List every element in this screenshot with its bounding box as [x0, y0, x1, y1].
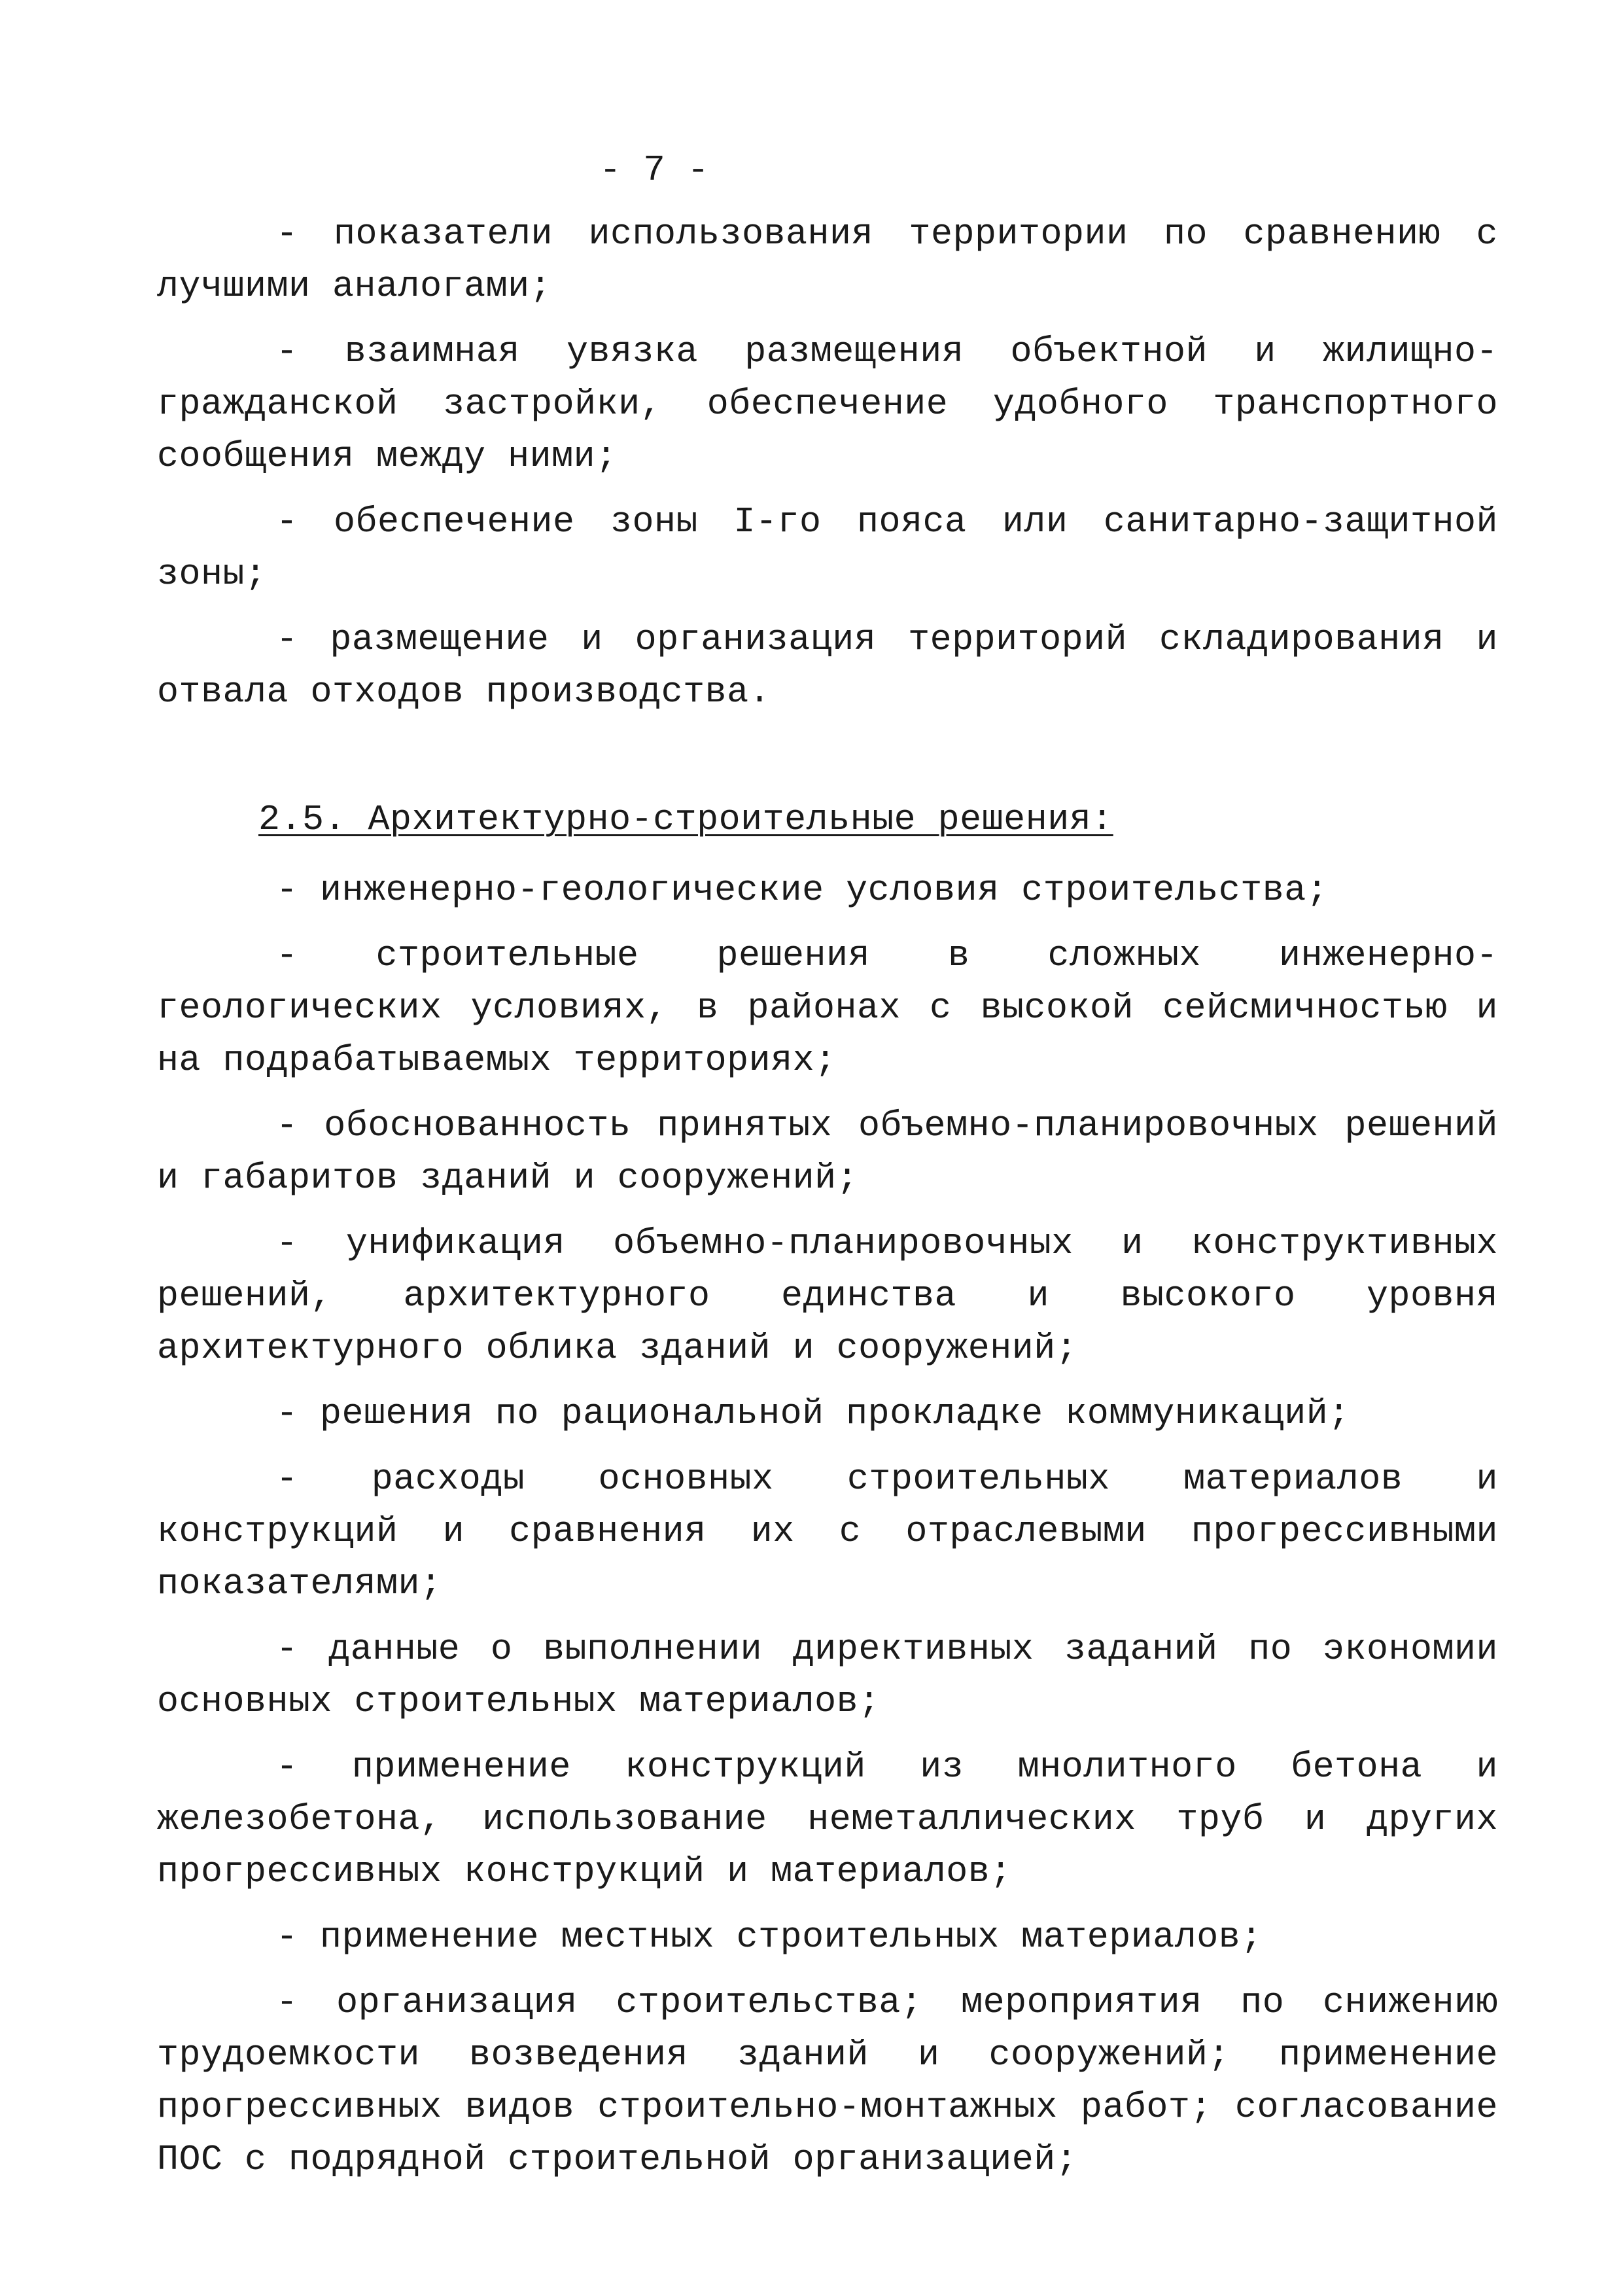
page-number: - 7 - [599, 149, 710, 191]
section-item: - обоснованность принятых объемно-планировочных решений и габаритов зданий и сооружений; [157, 1105, 1498, 1199]
section-item: - строительные решения в сложных инженерно-геологических условиях, в районах с высокой сейсмичностью и на подрабатываемых территориях; [157, 935, 1498, 1081]
intro-item: - обеспечение зоны I-го пояса или санитарно-защитной зоны; [157, 501, 1498, 595]
intro-item: - взаимная увязка размещения объектной и жилищно-гражданской застройки, обеспечение удобного транспортного сообщения между ними; [157, 331, 1498, 477]
section-item: - решения по рациональной прокладке коммуникаций; [276, 1393, 1350, 1434]
section-item: - инженерно-геологические условия строительства; [276, 870, 1329, 911]
section-item: - данные о выполнении директивных заданий по экономии основных строительных материалов; [157, 1629, 1498, 1722]
section-item: - унификация объемно-планировочных и конструктивных решений, архитектурного единства и высокого уровня архитектурного облика зданий и сооружений; [157, 1223, 1498, 1369]
document-body [157, 208, 1498, 2199]
section-heading-text: 2.5. Архитектурно-строительные решения: [258, 799, 1113, 840]
intro-item: - показатели использования территории по сравнению с лучшими аналогами; [157, 213, 1498, 307]
section-item: - применение местных строительных материалов; [276, 1916, 1263, 1958]
section-item: - организация строительства; мероприятия по снижению трудоемкости возведения зданий и сооружений; применение прогрессивных видов строительно-монтажных работ; согласование ПОС с подрядной строительной организацией; [157, 1982, 1498, 2180]
section-item: - применение конструкций из мнолитного бетона и железобетона, использование неметаллических труб и других прогрессивных конструкций и материалов; [157, 1746, 1498, 1892]
intro-item: - размещение и организация территорий складирования и отвала отходов производства. [157, 619, 1498, 713]
section-item: - расходы основных строительных материалов и конструкций и сравнения их с отраслевыми прогрессивными показателями; [157, 1458, 1498, 1604]
section-heading [157, 794, 1498, 846]
